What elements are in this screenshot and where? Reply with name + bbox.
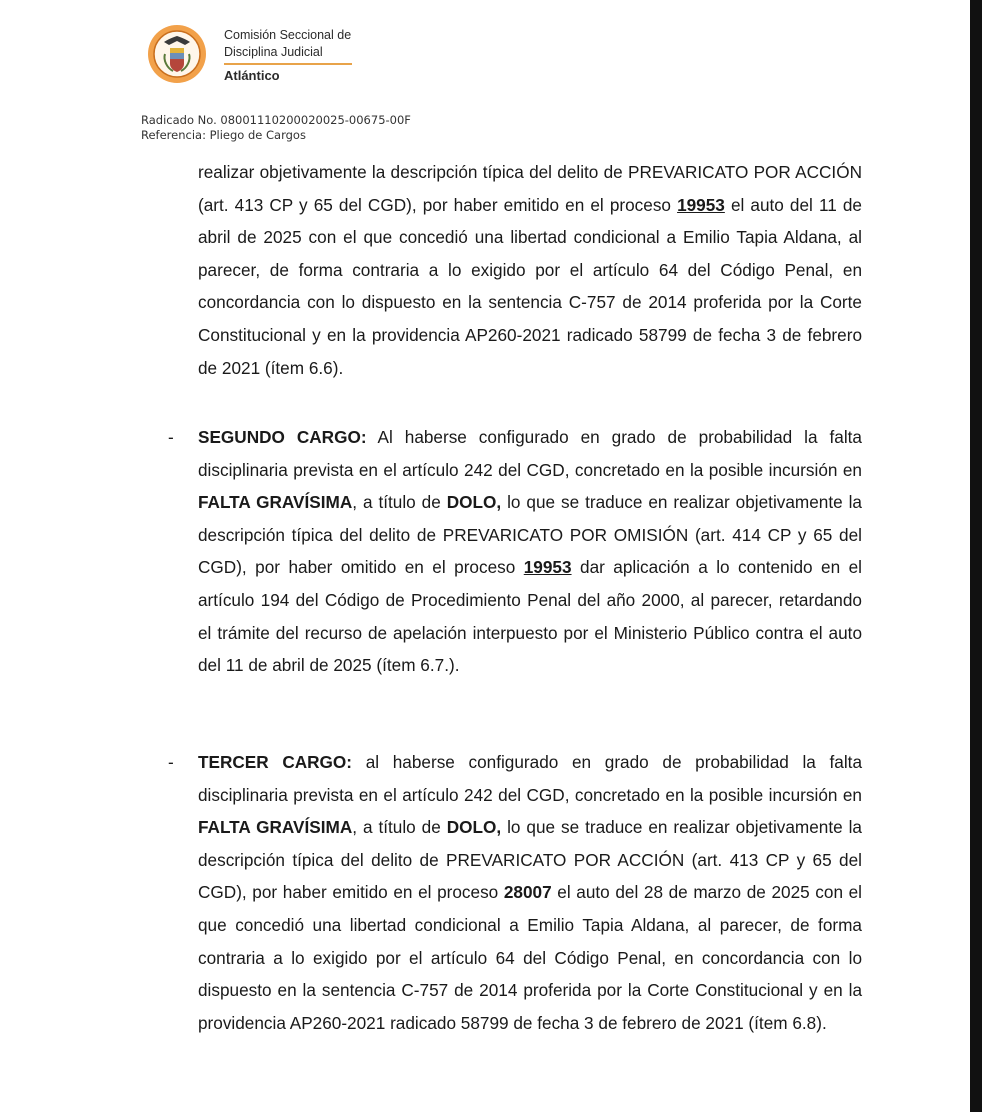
text-run: dar aplicación a lo contenido en el artículo 194 del Código de Procedimiento Penal del año 2000, al parecer, retardando el trámite del recurso de apelación interpuesto por el Ministerio Público contra el auto del 11 de abril de 2025 (ítem 6.7.). xyxy=(198,557,862,676)
cargo-title: SEGUNDO CARGO: xyxy=(198,427,367,447)
text-run: al haberse configurado en grado de probabilidad la falta disciplinaria prevista en el artículo 242 del CGD, concretado en la posible incursión en xyxy=(198,752,863,805)
bullet-dash: - xyxy=(168,752,174,772)
text-run: realizar objetivamente la descripción típica del delito de PREVARICATO POR ACCIÓN (art. 413 CP y 65 del CGD), por haber emitido en el proceso xyxy=(198,162,862,215)
referencia: Referencia: Pliego de Cargos xyxy=(141,128,306,142)
cargo-title: TERCER CARGO: xyxy=(198,752,353,772)
proceso-number: 28007 xyxy=(503,882,552,903)
org-line-1: Comisión Seccional de xyxy=(224,28,352,42)
falta-label: FALTA GRAVÍSIMA xyxy=(198,492,353,513)
bullet-dash: - xyxy=(168,427,174,447)
radicado-number: Radicado No. 08001110200020025-00675-00F xyxy=(141,113,411,127)
text-run: el auto del 28 de marzo de 2025 con el que concedió una libertad condicional a Emilio Tapia Aldana, al parecer, de forma contraria a lo exigido por el artículo 64 del Código Penal, en concordancia con lo dispuesto en la sentencia C-757 de 2014 proferida por la Corte Constitucional y en la providencia AP260-2021 radicado 58799 de fecha 3 de febrero de 2021 (ítem 6.8). xyxy=(198,882,863,1033)
org-region: Atlántico xyxy=(224,68,280,83)
text-run: el auto del 11 de abril de 2025 con el que concedió una libertad condicional a Emilio Tapia Aldana, al parecer, de forma contraria a lo exigido por el artículo 64 del Código Penal, en concordancia con lo dispuesto en la sentencia C-757 de 2014 proferida por la Corte Constitucional y en la providencia AP260-2021 radicado 58799 de fecha 3 de febrero de 2021 (ítem 6.6). xyxy=(198,194,862,378)
organization-name xyxy=(224,27,351,61)
falta-label: FALTA GRAVÍSIMA xyxy=(198,817,353,838)
colombia-coat-of-arms-icon xyxy=(147,24,207,84)
dolo-label: DOLO, xyxy=(446,492,502,513)
text-run: , a título de xyxy=(352,817,447,838)
proceso-number: 19953 xyxy=(523,557,572,578)
proceso-number: 19953 xyxy=(677,194,725,215)
text-run: Al haberse configurado en grado de probabilidad la falta disciplinaria prevista en el artículo 242 del CGD, concretado en la posible incursión en xyxy=(198,427,862,480)
org-line-2: Disciplina Judicial xyxy=(224,45,323,59)
text-run: lo que se traduce en realizar objetivamente la descripción típica del delito de PREVARICATO POR ACCIÓN (art. 413 CP y 65 del CGD), por haber emitido en el proceso xyxy=(198,817,862,903)
letterhead xyxy=(147,24,387,90)
text-run: , a título de xyxy=(352,492,447,513)
text-run: lo que se traduce en realizar objetivamente la descripción típica del delito de PREVARICATO POR OMISIÓN (art. 414 CP y 65 del CGD), por haber omitido en el proceso xyxy=(198,492,862,578)
reference-block xyxy=(141,113,411,143)
cargo-1-continuation xyxy=(198,156,862,384)
letterhead-divider xyxy=(224,63,352,65)
cargo-2-paragraph xyxy=(198,421,862,682)
scan-edge xyxy=(970,0,982,1112)
dolo-label: DOLO, xyxy=(446,817,502,838)
cargo-3-paragraph xyxy=(198,746,862,1039)
